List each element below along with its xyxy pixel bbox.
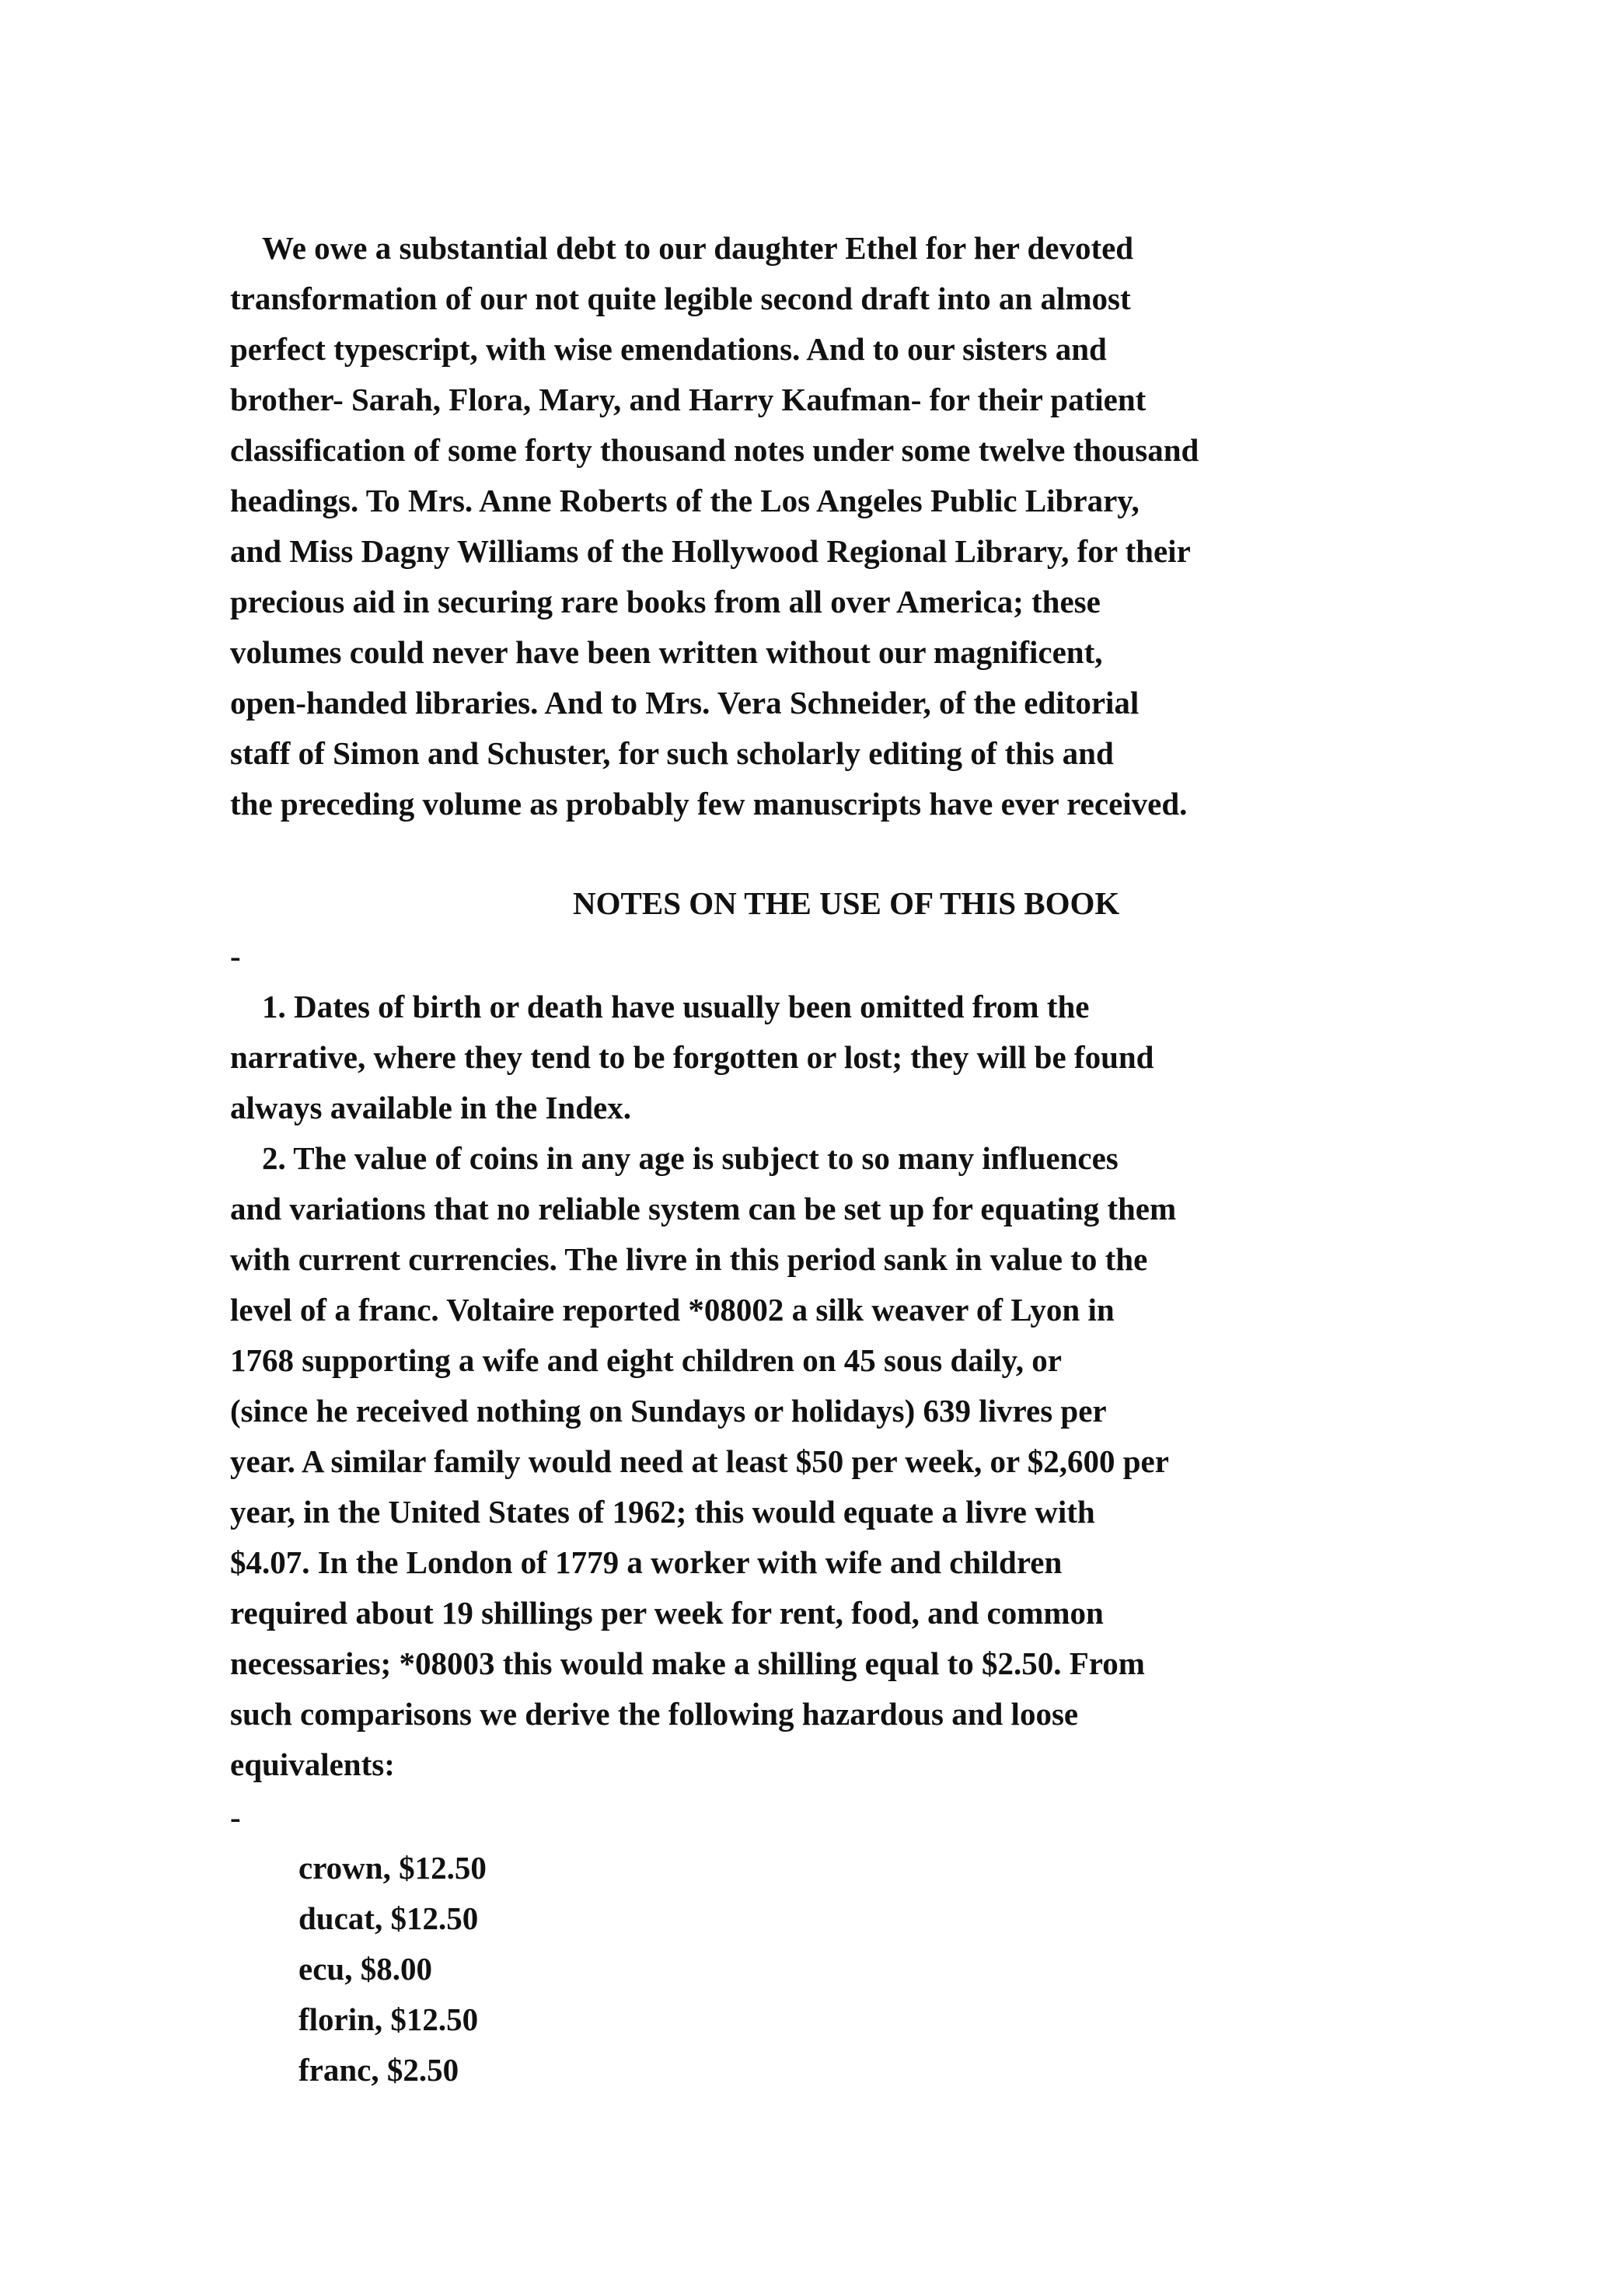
list-item: ducat, $12.50 — [298, 1900, 479, 1936]
text-line: and variations that no reliable system can be set up for equating them — [230, 1191, 1177, 1227]
text-line: precious aid in securing rare books from all over America; these — [230, 584, 1101, 619]
text-line: equivalents: — [230, 1746, 395, 1782]
text-line: such comparisons we derive the following hazardous and loose — [230, 1696, 1079, 1732]
separator-dash: - — [230, 938, 241, 974]
text-line: staff of Simon and Schuster, for such scholarly editing of this and — [230, 735, 1114, 771]
text-line: year. A similar family would need at least $50 per week, or $2,600 per — [230, 1443, 1169, 1479]
text-line: always available in the Index. — [230, 1090, 631, 1125]
text-line: 1. Dates of birth or death have usually been omitted from the — [262, 989, 1090, 1024]
list-item: florin, $12.50 — [298, 2001, 479, 2037]
list-item: franc, $2.50 — [298, 2052, 459, 2088]
text-line: open-handed libraries. And to Mrs. Vera Schneider, of the editorial — [230, 685, 1140, 721]
text-line: the preceding volume as probably few manuscripts have ever received. — [230, 786, 1188, 822]
text-line: necessaries; *08003 this would make a shilling equal to $2.50. From — [230, 1645, 1145, 1681]
list-item: crown, $12.50 — [298, 1850, 487, 1886]
text-line: perfect typescript, with wise emendations. And to our sisters and — [230, 331, 1107, 367]
list-item: ecu, $8.00 — [298, 1951, 432, 1987]
text-line: transformation of our not quite legible second draft into an almost — [230, 281, 1131, 316]
text-line: volumes could never have been written without our magnificent, — [230, 634, 1103, 670]
text-line: required about 19 shillings per week for rent, food, and common — [230, 1595, 1104, 1631]
text-line: 2. The value of coins in any age is subject to so many influences — [262, 1140, 1119, 1176]
text-line: brother- Sarah, Flora, Mary, and Harry Kaufman- for their patient — [230, 382, 1147, 417]
text-line: narrative, where they tend to be forgotten or lost; they will be found — [230, 1039, 1154, 1075]
section-heading: NOTES ON THE USE OF THIS BOOK — [573, 885, 1120, 921]
text-line: $4.07. In the London of 1779 a worker with wife and children — [230, 1544, 1063, 1580]
text-line: with current currencies. The livre in this period sank in value to the — [230, 1241, 1148, 1277]
text-line: year, in the United States of 1962; this would equate a livre with — [230, 1494, 1095, 1530]
text-line: 1768 supporting a wife and eight children on 45 sous daily, or — [230, 1342, 1062, 1378]
text-line: and Miss Dagny Williams of the Hollywood Regional Library, for their — [230, 533, 1191, 569]
text-line: level of a franc. Voltaire reported *08002 a silk weaver of Lyon in — [230, 1292, 1115, 1328]
separator-dash: - — [230, 1799, 241, 1835]
text-line: headings. To Mrs. Anne Roberts of the Los Angeles Public Library, — [230, 483, 1140, 518]
text-line: (since he received nothing on Sundays or holidays) 639 livres per — [230, 1393, 1107, 1429]
text-line: We owe a substantial debt to our daughter Ethel for her devoted — [262, 230, 1134, 266]
text-line: classification of some forty thousand notes under some twelve thousand — [230, 432, 1199, 468]
